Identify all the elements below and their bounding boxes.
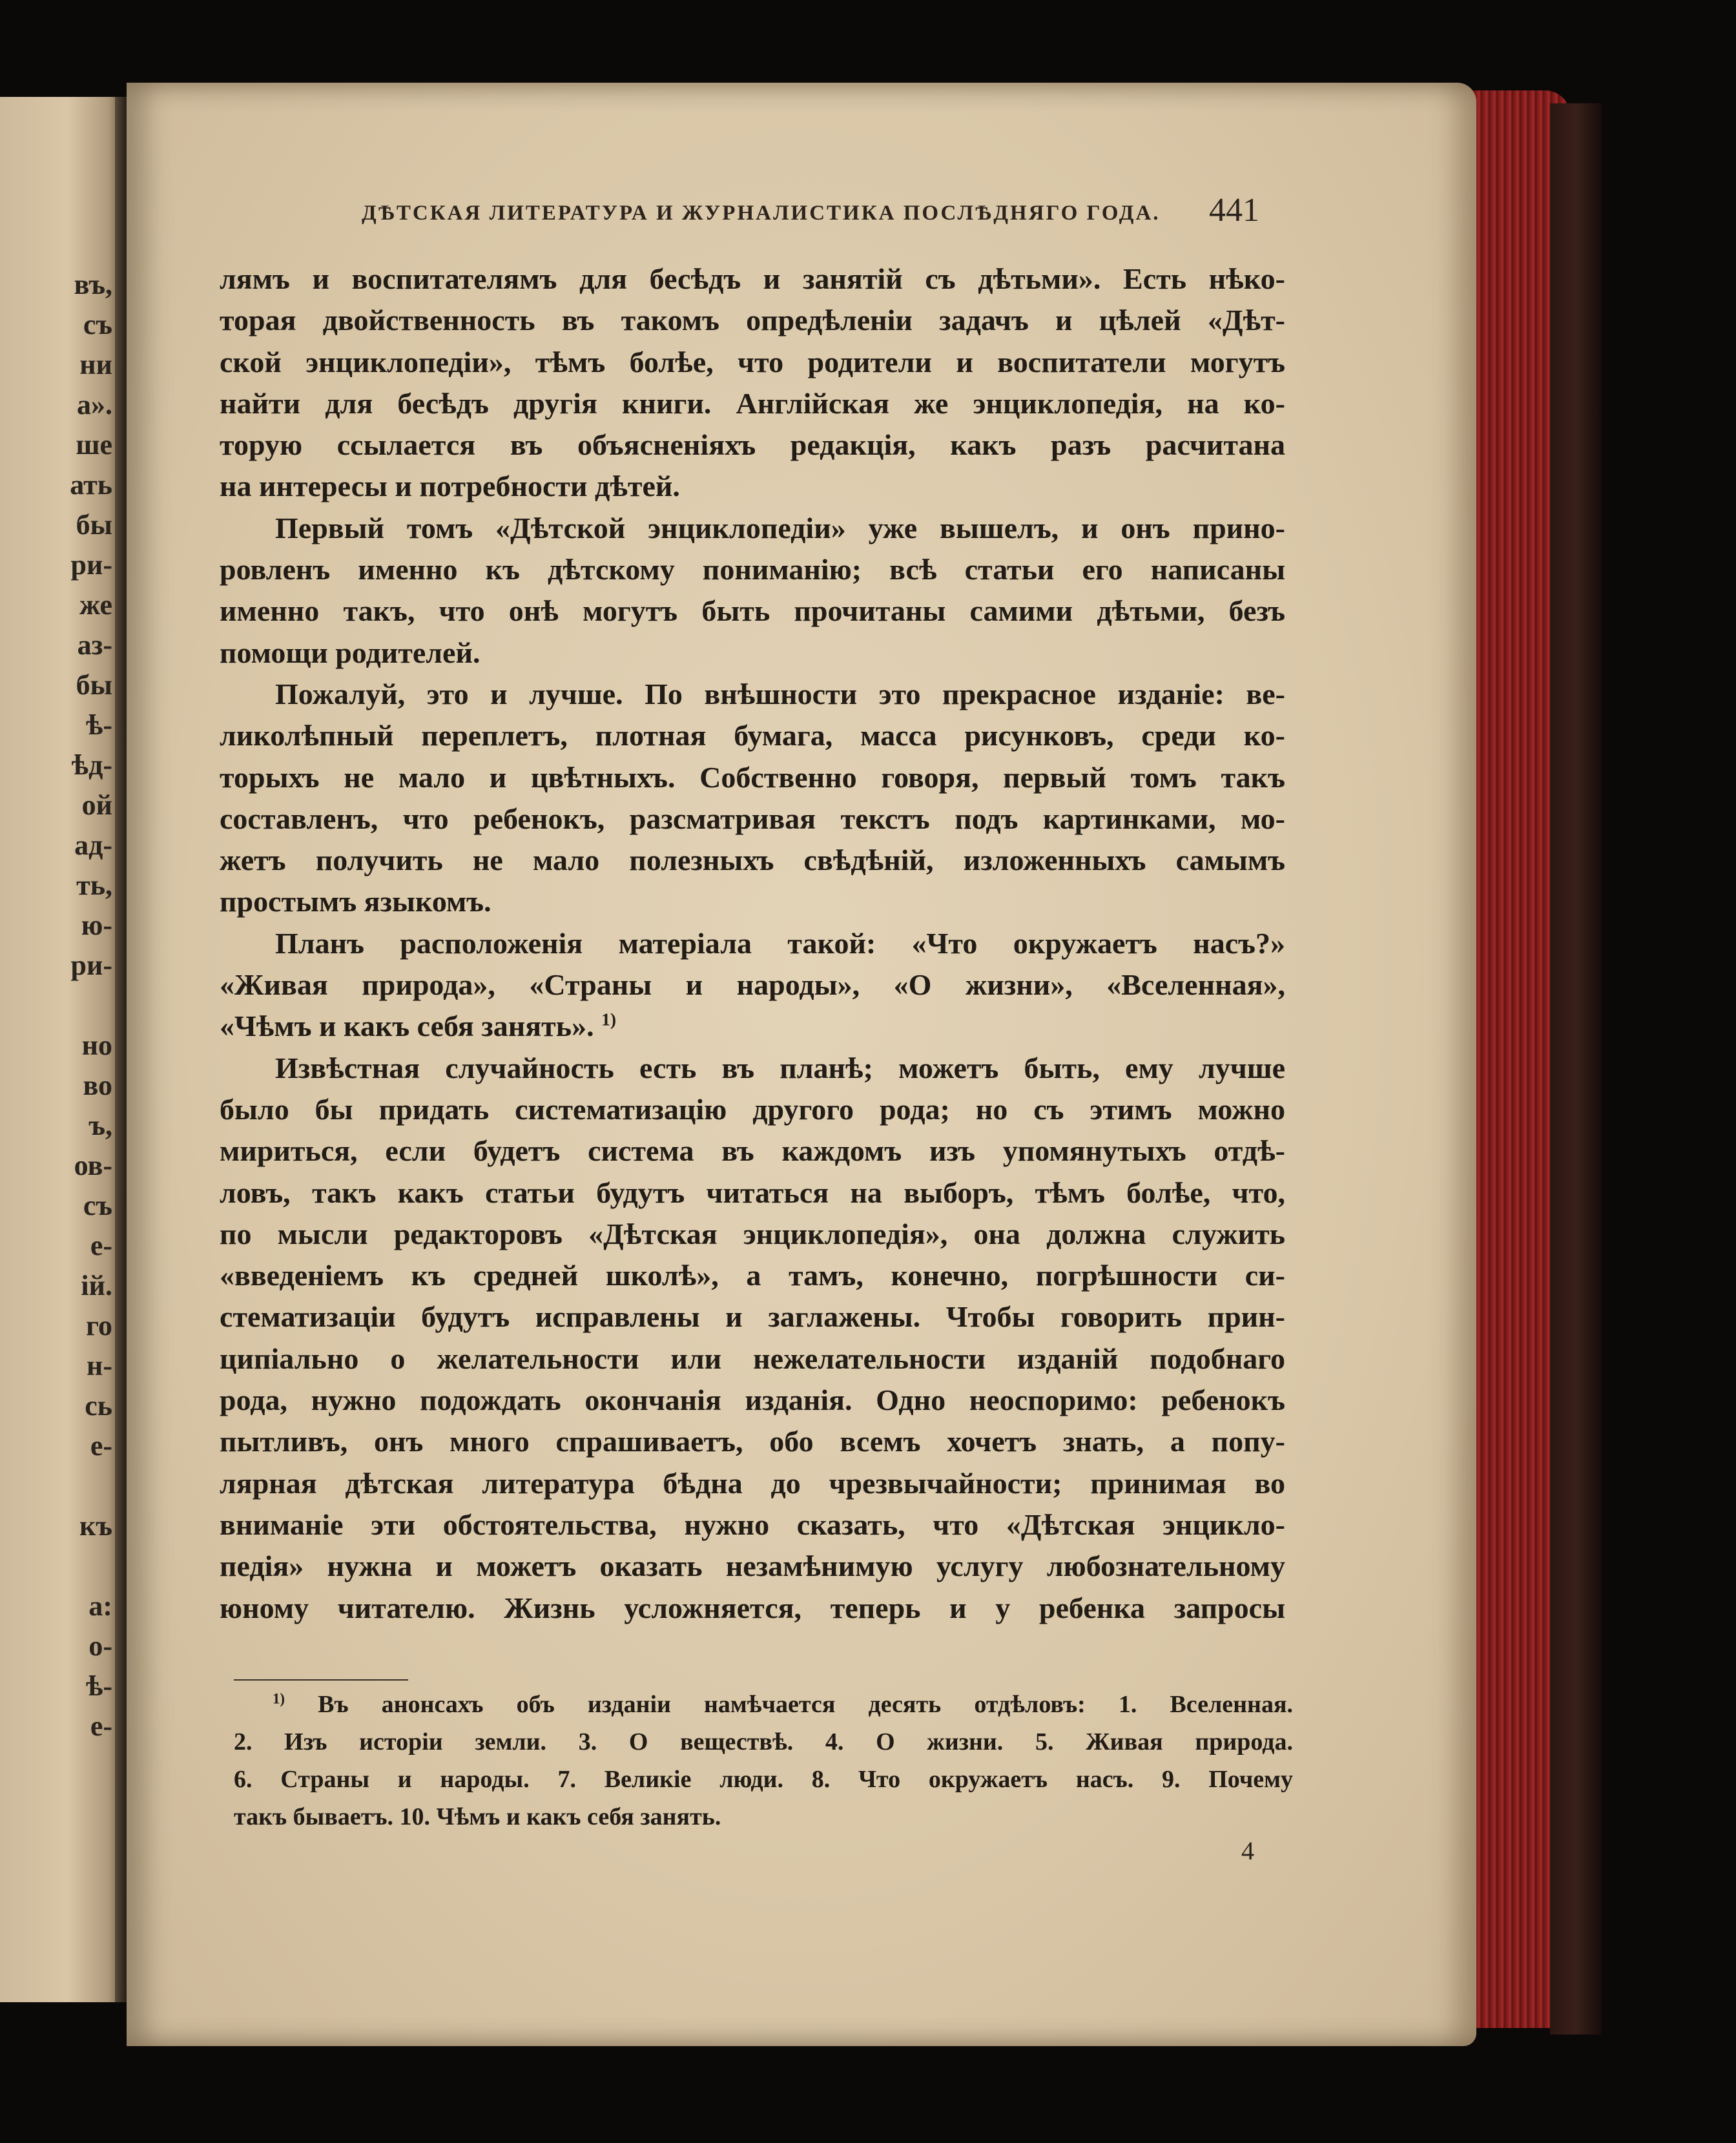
footnote-reference: 1) — [601, 1009, 617, 1030]
text-line: по мысли редакторовъ «Дѣтская энциклопедія», она должна служить — [220, 1217, 1285, 1250]
text-line: ровленъ именно къ дѣтскому пониманію; всѣ статьи его написаны — [220, 553, 1285, 586]
previous-page-fragment: н- — [86, 1350, 112, 1382]
previous-page-fragment: бы — [76, 669, 112, 701]
previous-page-fragment: ад- — [74, 829, 112, 861]
text-line: простымъ языкомъ. — [220, 885, 491, 918]
text-line: педія» нужна и можетъ оказать незамѣнимую услугу любознательному — [220, 1549, 1285, 1583]
previous-page-fragment: аз- — [77, 629, 112, 661]
text-line: «Живая природа», «Страны и народы», «О жизни», «Вселенная», — [220, 968, 1285, 1002]
previous-page-fragment: ть, — [76, 869, 112, 901]
previous-page-fragment: ри- — [70, 949, 112, 981]
text-line: Извѣстная случайность есть въ планѣ; можетъ быть, ему лучше — [275, 1051, 1285, 1084]
previous-page-fragment — [3, 1466, 119, 1506]
previous-page-fragment: ни — [79, 349, 112, 380]
previous-page-fragment: ъ, — [88, 1110, 112, 1141]
text-line: торыхъ не мало и цвѣтныхъ. Собственно говоря, первый томъ такъ — [220, 760, 1285, 794]
previous-page-fragment: ѣ- — [85, 1670, 112, 1702]
previous-page-fragment: сь — [85, 1390, 112, 1422]
previous-page-fragment: е- — [90, 1710, 112, 1742]
previous-page-fragment: а: — [88, 1590, 112, 1622]
previous-page-fragment: ій. — [81, 1270, 112, 1301]
footnote-marker: 1) — [273, 1690, 285, 1707]
footnote-line: 6. Страны и народы. 7. Великіе люди. 8. Что окружаетъ насъ. 9. Почему — [234, 1766, 1293, 1793]
text-line: ловъ, такъ какъ статьи будутъ читаться на выборъ, тѣмъ болѣе, что, — [220, 1175, 1285, 1209]
previous-page-fragment: ой — [81, 789, 112, 821]
footnote-line: Въ анонсахъ объ изданіи намѣчается десять отдѣловъ: 1. Вселенная. — [318, 1691, 1294, 1718]
footnote-rule — [234, 1679, 408, 1681]
previous-page-fragment: ов- — [74, 1150, 112, 1181]
previous-page-fragment: а». — [77, 389, 112, 420]
previous-page-fragment: во — [83, 1070, 112, 1101]
text-line: юному читателю. Жизнь усложняется, теперь и у ребенка запросы — [220, 1591, 1285, 1624]
text-line: жетъ получить не мало полезныхъ свѣдѣній, изложенныхъ самымъ — [220, 844, 1285, 877]
text-line: ликолѣпный переплетъ, плотная бумага, масса рисунковъ, среди ко- — [220, 719, 1285, 752]
text-line: пытливъ, онъ много спрашиваетъ, обо всемъ хочетъ знать, а попу- — [220, 1425, 1285, 1458]
previous-page-fragment: го — [86, 1310, 112, 1341]
text-line: лямъ и воспитателямъ для бесѣдъ и занятій съ дѣтьми». Есть нѣко- — [220, 262, 1285, 295]
footnote-line-with-marker — [234, 1686, 1293, 1723]
previous-page-fragment: но — [81, 1030, 112, 1061]
text-line: ской энциклопедіи», тѣмъ болѣе, что родители и воспитатели могутъ — [220, 345, 1285, 378]
text-line: мириться, если будетъ система въ каждомъ изъ упомянутыхъ отдѣ- — [220, 1134, 1285, 1168]
previous-page-fragment: бы — [76, 509, 112, 541]
previous-page-fragment: ю- — [81, 909, 112, 941]
text-line: именно такъ, что онѣ могутъ быть прочитаны самими дѣтьми, безъ — [220, 594, 1285, 628]
footnote-line: такъ бываетъ. 10. Чѣмъ и какъ себя занять. — [234, 1803, 721, 1830]
text-line: лярная дѣтская литература бѣдна до чрезвычайности; принимая во — [220, 1466, 1285, 1500]
previous-page-fragment: ри- — [70, 549, 112, 581]
text-line: стематизаціи будутъ исправлены и заглажены. Чтобы говорить прин- — [220, 1300, 1285, 1334]
text-line: вниманіе эти обстоятельства, нужно сказать, что «Дѣтская энцикло- — [220, 1507, 1285, 1541]
text-line: Планъ расположенія матеріала такой: «Что окружаетъ насъ?» — [275, 926, 1285, 960]
text-line: было бы придать систематизацію другого рода; но съ этимъ можно — [220, 1092, 1285, 1126]
previous-page — [0, 97, 123, 2002]
previous-page-fragment — [3, 1546, 119, 1586]
text-line: помощи родителей. — [220, 636, 480, 669]
previous-page-fragment: въ, — [74, 269, 112, 300]
previous-page-fragment: съ — [83, 1190, 112, 1221]
text-line: торая двойственность въ такомъ опредѣленіи задачъ и цѣлей «Дѣт- — [220, 304, 1285, 337]
previous-page-fragment: е- — [90, 1230, 112, 1261]
text-line: на интересы и потребности дѣтей. — [220, 470, 680, 503]
text-line: составленъ, что ребенокъ, разсматривая текстъ подъ картинками, мо- — [220, 802, 1285, 835]
text-line: найти для бесѣдъ другія книги. Англійская же энциклопедія, на ко- — [220, 386, 1285, 420]
previous-page-fragment: къ — [79, 1510, 112, 1542]
text-line: «Чѣмъ и какъ себя занять». — [220, 1009, 594, 1043]
text-line-with-note — [220, 1006, 1285, 1047]
previous-page-fragment: же — [79, 589, 112, 621]
previous-page-fragment — [3, 986, 119, 1026]
text-line: ципіально о желательности или нежелательности изданій подобнаго — [220, 1341, 1285, 1375]
footnote-line: 2. Изъ исторіи земли. 3. О веществѣ. 4. О жизни. 5. Живая природа. — [234, 1728, 1293, 1755]
previous-page-fragment: ше — [76, 429, 112, 461]
book-cover-edge — [1550, 103, 1602, 2034]
page-number: 441 — [1209, 192, 1259, 229]
text-line: «введеніемъ къ средней школѣ», а тамъ, конечно, погрѣшности си- — [220, 1259, 1285, 1292]
previous-page-fragment: е- — [90, 1430, 112, 1462]
text-line: Первый томъ «Дѣтской энциклопедіи» уже вышелъ, и онъ прино- — [275, 511, 1285, 544]
text-line: рода, нужно подождать окончанія изданія. Одно неоспоримо: ребенокъ — [220, 1383, 1285, 1417]
previous-page-fragment: ать — [70, 469, 112, 501]
text-line: Пожалуй, это и лучше. По внѣшности это прекрасное изданіе: ве- — [275, 677, 1285, 710]
previous-page-fragment: ѣд- — [71, 749, 112, 781]
signature-mark: 4 — [1241, 1836, 1254, 1865]
previous-page-fragment: съ — [83, 309, 112, 340]
text-line: торую ссылается въ объясненіяхъ редакція, какъ разъ расчитана — [220, 428, 1285, 462]
footnote — [234, 1686, 1293, 1836]
body-text — [220, 258, 1285, 1629]
previous-page-fragment: о- — [88, 1630, 112, 1662]
running-head: ДѢТСКАЯ ЛИТЕРАТУРА И ЖУРНАЛИСТИКА ПОСЛѢДНЯГО ГОДА. — [362, 202, 1161, 225]
previous-page-fragment: ѣ- — [85, 709, 112, 741]
previous-page-text — [3, 265, 119, 1746]
